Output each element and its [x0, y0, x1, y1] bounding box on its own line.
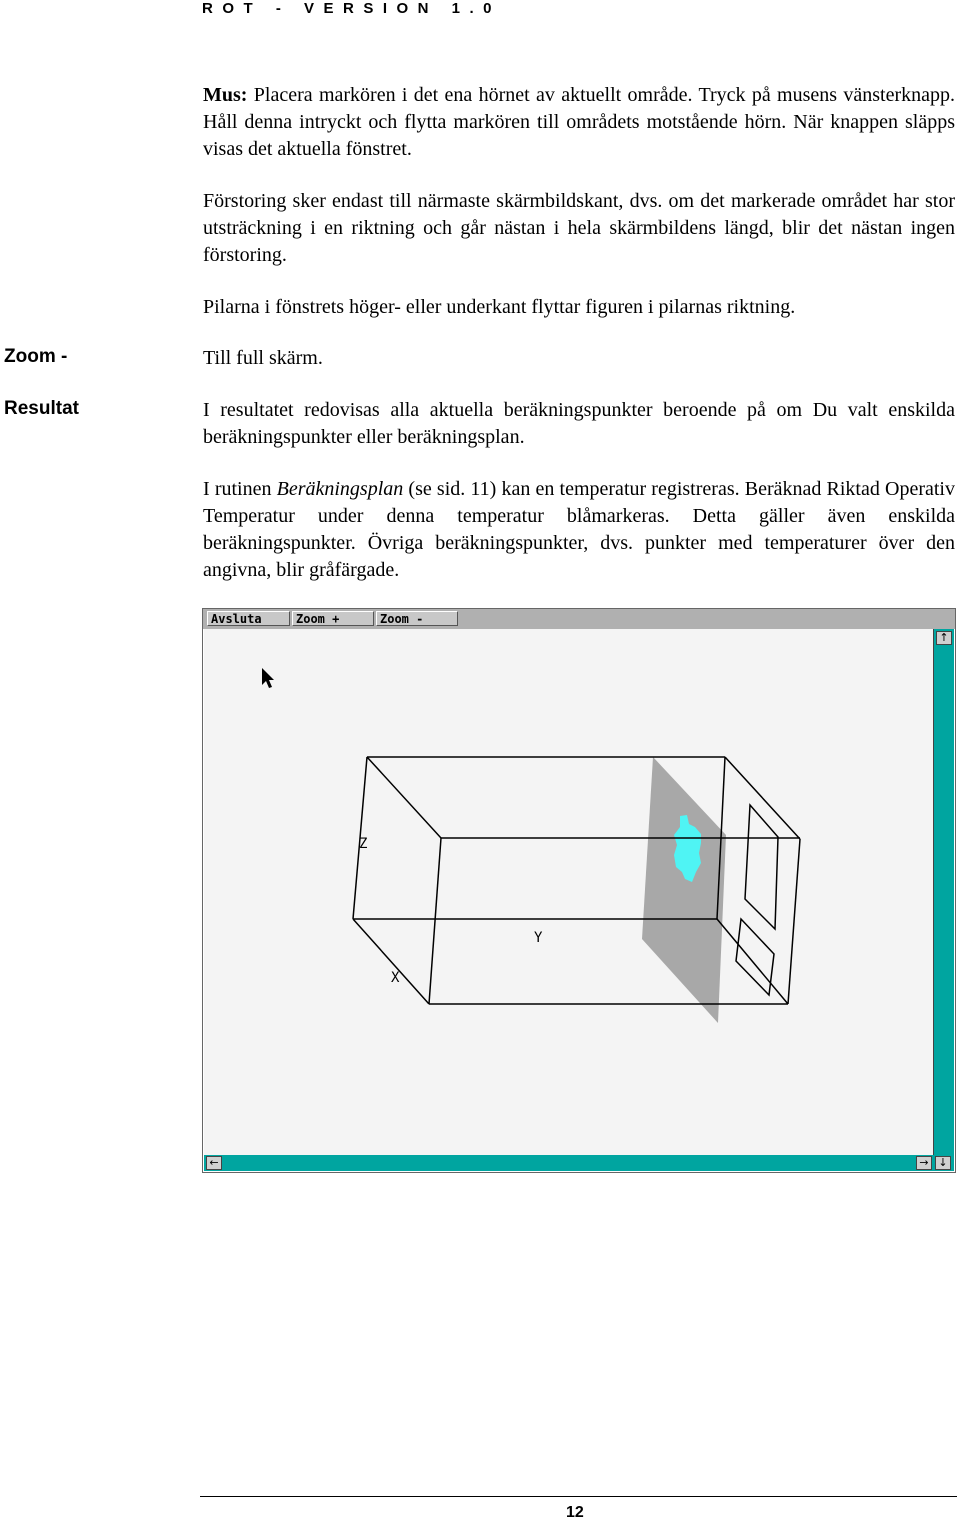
document-header: ROT - VERSION 1.0 — [202, 0, 502, 17]
mus-paragraph — [203, 82, 955, 163]
zoom-minus-label: Zoom - — [4, 346, 68, 367]
axis-x-label: X — [391, 970, 400, 986]
toolbar — [203, 609, 955, 629]
till-full-paragraph: Till full skärm. — [203, 347, 323, 369]
rutinen-post: (se sid. 11) kan en temperatur registreras. Beräknad Riktad Operativ Temperatur under denna temperatur blåmarkeras. Detta gäller även enskilda beräkningspunkter. Övriga beräkningspunkter, dvs. punkter med temperaturer över den angivna, blir gråfärgade. — [203, 478, 955, 581]
vertical-scrollbar[interactable] — [934, 629, 954, 1155]
berakningsplan-reference: Beräkningsplan — [276, 478, 404, 500]
program-screenshot — [202, 608, 956, 1173]
resultatet-paragraph: I resultatet redovisas alla aktuella beräkningspunkter beroende på om Du valt enskilda beräkningspunkter eller beräkningsplan. — [203, 399, 955, 448]
zoom-minus-button[interactable]: Zoom - — [376, 611, 458, 626]
horizontal-scrollbar[interactable] — [204, 1155, 954, 1171]
pilarna-paragraph: Pilarna i fönstrets höger- eller underkant flyttar figuren i pilarnas riktning. — [203, 296, 796, 318]
rutinen-pre: I rutinen — [203, 478, 277, 500]
footer-rule — [200, 1496, 957, 1497]
room-3d-figure — [204, 629, 933, 1155]
avsluta-button[interactable]: Avsluta — [207, 611, 290, 626]
axis-z-label: Z — [359, 836, 368, 852]
zoom-plus-button[interactable]: Zoom + — [292, 611, 374, 626]
axis-y-label: Y — [534, 930, 543, 946]
calculation-plane — [642, 757, 726, 1023]
arrow-down-icon[interactable]: ↓ — [935, 1156, 951, 1170]
mus-text: Placera markören i det ena hörnet av aktuellt område. Tryck på musens vänsterknapp. Håll denna intryckt och flytta markören till områdets motstående hörn. När knappen släpps visas det aktuella fönstret. — [203, 84, 955, 160]
resultat-label: Resultat — [4, 398, 79, 419]
mouse-cursor-icon — [262, 668, 274, 688]
arrow-left-icon[interactable]: ← — [206, 1156, 222, 1170]
arrow-right-icon[interactable]: → — [916, 1156, 932, 1170]
drawing-canvas[interactable] — [204, 629, 934, 1156]
rutinen-paragraph — [203, 476, 955, 584]
room-edges — [353, 757, 800, 1004]
mus-label: Mus: — [203, 84, 248, 106]
forstoring-paragraph: Förstoring sker endast till närmaste skärmbildskant, dvs. om det markerade området har stor utsträckning i en riktning och går nästan i hela skärmbildens längd, blir det nästan ingen förstoring. — [203, 190, 955, 266]
arrow-up-icon[interactable]: ↑ — [936, 631, 952, 645]
page-number: 12 — [566, 1504, 584, 1521]
